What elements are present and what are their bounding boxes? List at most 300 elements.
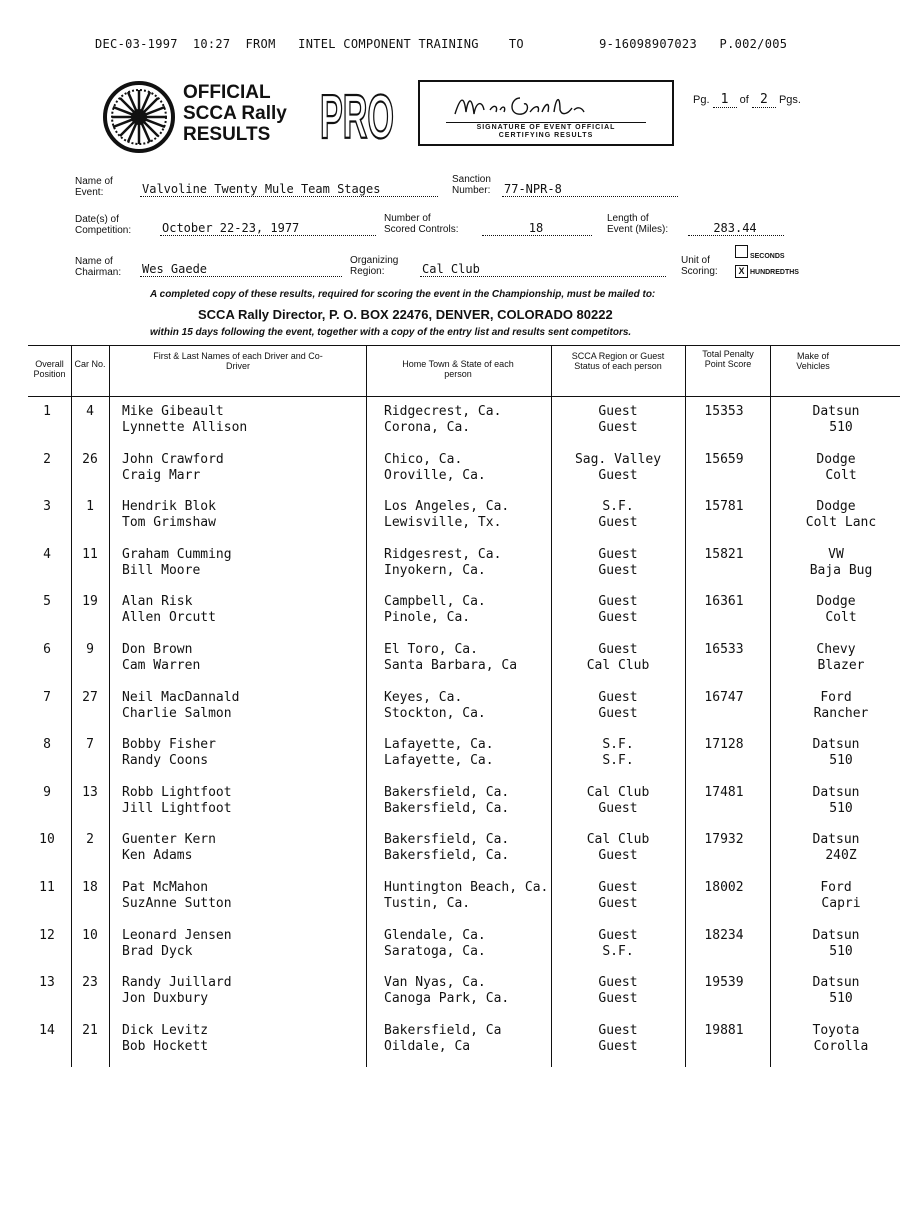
chairman-label (75, 256, 121, 278)
make-cell (772, 499, 900, 531)
page-of: of (739, 94, 749, 106)
table-row (28, 594, 900, 641)
home-town-cell (384, 642, 550, 674)
region-cell-line: Cal Club (586, 784, 650, 800)
controls-label-line1: Number of (384, 213, 431, 224)
region-cell-line: S.F. (602, 943, 634, 959)
car-number-cell-line: 23 (82, 975, 98, 991)
score-cell (690, 594, 758, 610)
page-current: 1 (713, 92, 737, 108)
region-value: Cal Club (420, 262, 666, 277)
position-cell-line: 12 (39, 927, 55, 943)
home-town-cell-line: Bakersfield, Ca. (384, 848, 510, 864)
chairman-label-line1: Name of (75, 256, 113, 267)
home-town-cell-line: Pinole, Ca. (384, 610, 471, 626)
position-cell (32, 594, 62, 610)
position-cell (32, 1023, 62, 1039)
score-cell (690, 1023, 758, 1039)
region-cell-line: Guest (598, 1038, 638, 1054)
names-cell-line: Mike Gibeault (122, 404, 224, 419)
rally-director-address: SCCA Rally Director, P. O. BOX 22476, DENVER, COLORADO 80222 (198, 307, 613, 322)
event-name-label-line1: Name of (75, 176, 113, 187)
event-name-label (75, 176, 113, 198)
region-cell-line: Cal Club (586, 832, 650, 848)
position-cell (32, 832, 62, 848)
car-number-cell (75, 832, 105, 848)
car-number-cell (75, 594, 105, 610)
hundredths-checkbox: X (735, 265, 748, 278)
region-cell-line: S.F. (602, 753, 634, 769)
table-row (28, 880, 900, 927)
signature-caption-line1: SIGNATURE OF EVENT OFFICIAL (476, 124, 616, 131)
position-cell-line: 2 (43, 451, 51, 467)
make-cell (772, 404, 900, 436)
table-row (28, 642, 900, 689)
table-row (28, 547, 900, 594)
names-cell-line: SuzAnne Sutton (122, 896, 232, 911)
score-cell-line: 17932 (704, 832, 744, 848)
home-town-cell-line: Bakersfield, Ca. (384, 832, 510, 848)
score-cell (690, 737, 758, 753)
region-cell (556, 499, 680, 531)
chairman-label-line2: Chairman: (75, 267, 122, 278)
position-cell (32, 880, 62, 896)
table-row (28, 975, 900, 1022)
region-cell-line: Guest (598, 848, 638, 864)
make-cell-line: Toyota (812, 1022, 860, 1038)
names-cell-line: Don Brown (122, 642, 193, 657)
make-cell-line: Datsun (812, 784, 860, 800)
table-row (28, 1023, 900, 1070)
car-number-cell-line: 18 (82, 880, 98, 895)
car-number-cell-line: 26 (82, 451, 98, 467)
home-town-cell-line: Stockton, Ca. (384, 705, 486, 721)
controls-label-line2: Scored Controls: (384, 224, 459, 235)
make-cell (772, 594, 900, 626)
table-row (28, 928, 900, 975)
score-cell-line: 15781 (704, 499, 744, 515)
make-cell (772, 880, 900, 912)
car-number-cell (75, 1023, 105, 1039)
make-cell-line: Datsun (812, 404, 860, 419)
hundredths-option-label: HUNDREDTHS (749, 269, 799, 276)
home-town-cell-line: Saratoga, Ca. (384, 943, 486, 959)
table-row (28, 690, 900, 737)
position-cell-line: 1 (43, 404, 51, 419)
names-cell-line: Brad Dyck (122, 943, 193, 959)
home-town-cell-line: Huntington Beach, Ca. (384, 880, 549, 895)
position-cell (32, 690, 62, 706)
home-town-cell (384, 452, 550, 484)
controls-value: 18 (482, 221, 592, 236)
length-value: 283.44 (688, 221, 784, 236)
make-cell (772, 928, 900, 960)
home-town-cell-line: Lewisville, Tx. (384, 515, 502, 531)
region-cell-line: S.F. (602, 737, 634, 753)
home-town-cell-line: El Toro, Ca. (384, 642, 478, 657)
scoring-label-line2: Scoring: (681, 266, 718, 277)
region-label-line2: Region: (350, 266, 385, 277)
position-cell-line: 3 (43, 499, 51, 515)
names-cell-line: Bill Moore (122, 562, 201, 578)
car-number-cell-line: 2 (86, 832, 94, 848)
names-cell-line: Guenter Kern (122, 832, 216, 848)
header-car-number: Car No. (74, 359, 106, 369)
make-cell-line: Baja Bug (809, 562, 873, 578)
make-cell-line: Blazer (817, 658, 865, 673)
region-cell-line: Guest (598, 515, 638, 531)
results-table (28, 345, 900, 1067)
car-number-cell (75, 785, 105, 801)
score-cell-line: 19539 (704, 975, 744, 991)
score-cell (690, 642, 758, 658)
car-number-cell (75, 690, 105, 706)
home-town-cell-line: Van Nyas, Ca. (384, 975, 486, 991)
home-town-cell-line: Santa Barbara, Ca (384, 658, 518, 673)
home-town-cell-line: Oroville, Ca. (384, 467, 486, 483)
home-town-cell-line: Lafayette, Ca. (384, 737, 494, 753)
make-cell-line: 510 (829, 753, 853, 769)
sanction-label-line1: Sanction (452, 174, 491, 185)
page-suffix: Pgs. (778, 94, 801, 106)
make-cell (772, 690, 900, 722)
make-cell-line: Rancher (813, 705, 869, 721)
table-row (28, 452, 900, 499)
score-cell (690, 547, 758, 563)
position-cell (32, 975, 62, 991)
make-cell-line: Capri (821, 896, 861, 911)
region-cell (556, 737, 680, 769)
event-name-label-line2: Event: (75, 187, 104, 198)
score-cell (690, 785, 758, 801)
names-cell-line: Randy Juillard (122, 975, 232, 991)
car-number-cell (75, 928, 105, 944)
home-town-cell-line: Tustin, Ca. (384, 896, 471, 911)
header-position: Overall Position (33, 359, 66, 379)
car-number-cell (75, 404, 105, 420)
region-cell-line: Guest (598, 896, 638, 911)
names-cell-line: Dick Levitz (122, 1022, 209, 1038)
car-number-cell-line: 10 (82, 927, 98, 943)
table-row (28, 832, 900, 879)
names-cell-line: Jon Duxbury (122, 991, 209, 1007)
position-cell-line: 9 (43, 784, 51, 800)
region-cell-line: Guest (598, 975, 638, 991)
home-town-cell-line: Oildale, Ca (384, 1038, 471, 1054)
names-cell (122, 928, 362, 960)
names-cell (122, 499, 362, 531)
pro-badge-text: PRO (320, 83, 394, 152)
position-cell-line: 6 (43, 642, 51, 657)
home-town-cell-line: Corona, Ca. (384, 420, 471, 435)
region-cell-line: Guest (598, 642, 638, 657)
make-cell-line: Datsun (812, 832, 860, 848)
names-cell-line: Robb Lightfoot (122, 784, 232, 800)
score-cell-line: 18234 (704, 927, 744, 943)
make-cell-line: Datsun (812, 927, 860, 943)
make-cell (772, 1023, 900, 1055)
seconds-option-label: SECONDS (749, 253, 785, 260)
score-cell-line: 16747 (704, 689, 744, 705)
home-town-cell-line: Canoga Park, Ca. (384, 991, 510, 1007)
score-cell-line: 17128 (704, 737, 744, 753)
car-number-cell-line: 27 (82, 689, 98, 705)
home-town-cell-line: Inyokern, Ca. (384, 562, 486, 578)
home-town-cell (384, 880, 550, 912)
names-cell (122, 642, 362, 674)
make-cell-line: Colt Lanc (805, 515, 877, 531)
names-cell (122, 880, 362, 912)
car-number-cell-line: 7 (86, 737, 94, 753)
region-cell-line: Guest (598, 705, 638, 721)
make-cell-line: 510 (829, 800, 853, 816)
table-row (28, 499, 900, 546)
event-name-value: Valvoline Twenty Mule Team Stages (140, 182, 438, 197)
signature-caption (446, 122, 646, 140)
make-cell (772, 547, 900, 579)
names-cell-line: Allen Orcutt (122, 610, 216, 626)
score-cell-line: 18002 (704, 880, 744, 895)
car-number-cell (75, 452, 105, 468)
page-prefix: Pg. (693, 94, 710, 106)
region-cell-line: Guest (598, 1022, 638, 1038)
make-cell-line: Ford (820, 880, 852, 895)
length-label-line1: Length of (607, 213, 649, 224)
logo-line-results: RESULTS (183, 124, 271, 145)
names-cell (122, 452, 362, 484)
names-cell (122, 785, 362, 817)
score-cell-line: 17481 (704, 784, 744, 800)
logo-line-scca-rally: SCCA Rally (183, 103, 287, 124)
header-names: First & Last Names of each Driver and Co-Driver (153, 351, 323, 371)
score-cell-line: 15821 (704, 546, 744, 562)
names-cell-line: Graham Cumming (122, 546, 232, 562)
score-cell (690, 404, 758, 420)
score-cell-line: 19881 (704, 1022, 744, 1038)
score-cell (690, 690, 758, 706)
names-cell-line: John Crawford (122, 451, 224, 467)
chairman-value: Wes Gaede (140, 262, 342, 277)
sanction-label (452, 174, 491, 196)
position-cell (32, 452, 62, 468)
submission-deadline-note: within 15 days following the event, together with a copy of the entry list and results sent competitors. (150, 327, 632, 338)
make-cell-line: Datsun (812, 737, 860, 753)
table-row (28, 785, 900, 832)
region-cell-line: Guest (598, 927, 638, 943)
home-town-cell (384, 547, 550, 579)
home-town-cell (384, 975, 550, 1007)
make-cell-line: Datsun (812, 975, 860, 991)
header-make: Make of Vehicles (796, 351, 830, 371)
make-cell-line: Corolla (813, 1038, 869, 1054)
home-town-cell-line: Bakersfield, Ca. (384, 800, 510, 816)
score-cell-line: 16361 (704, 594, 744, 610)
region-cell (556, 404, 680, 436)
page-number (693, 92, 801, 108)
score-cell (690, 452, 758, 468)
dates-label-line2: Competition: (75, 225, 132, 236)
position-cell-line: 8 (43, 737, 51, 753)
make-cell (772, 642, 900, 674)
scoring-label (681, 255, 718, 277)
score-cell (690, 975, 758, 991)
make-cell-line: Ford (820, 689, 852, 705)
home-town-cell-line: Lafayette, Ca. (384, 753, 494, 769)
car-number-cell (75, 642, 105, 658)
names-cell-line: Jill Lightfoot (122, 800, 232, 816)
controls-label (384, 213, 458, 235)
mailing-notice: A completed copy of these results, required for scoring the event in the Championship, must be mailed to: (150, 289, 656, 300)
score-cell (690, 832, 758, 848)
home-town-cell-line: Glendale, Ca. (384, 927, 486, 943)
car-number-cell-line: 21 (82, 1022, 98, 1038)
home-town-cell-line: Bakersfield, Ca. (384, 784, 510, 800)
logo-title (183, 82, 287, 145)
make-cell-line: Dodge (816, 499, 856, 515)
logo-line-official: OFFICIAL (183, 82, 271, 103)
position-cell (32, 404, 62, 420)
home-town-cell (384, 928, 550, 960)
length-label-line2: Event (Miles): (607, 224, 669, 235)
position-cell (32, 928, 62, 944)
sanction-label-line2: Number: (452, 185, 491, 196)
region-cell (556, 975, 680, 1007)
region-cell-line: Guest (598, 594, 638, 610)
score-cell (690, 928, 758, 944)
scca-wheel-logo (100, 80, 178, 154)
position-cell (32, 547, 62, 563)
car-number-cell (75, 737, 105, 753)
car-number-cell-line: 19 (82, 594, 98, 610)
region-cell (556, 642, 680, 674)
make-cell-line: Dodge (816, 594, 856, 610)
dates-label (75, 214, 131, 236)
position-cell-line: 14 (39, 1022, 55, 1038)
names-cell-line: Bob Hockett (122, 1038, 209, 1054)
names-cell-line: Alan Risk (122, 594, 193, 610)
names-cell-line: Hendrik Blok (122, 499, 216, 515)
names-cell-line: Craig Marr (122, 467, 201, 483)
header-home-town: Home Town & State of each person (402, 359, 514, 379)
make-cell-line: Dodge (816, 451, 856, 467)
region-cell (556, 1023, 680, 1055)
home-town-cell-line: Ridgesrest, Ca. (384, 546, 502, 562)
position-cell-line: 10 (39, 832, 55, 848)
region-cell-line: Guest (598, 420, 638, 435)
table-row (28, 737, 900, 784)
score-cell (690, 499, 758, 515)
home-town-cell-line: Chico, Ca. (384, 451, 463, 467)
region-cell (556, 880, 680, 912)
names-cell (122, 737, 362, 769)
names-cell (122, 832, 362, 864)
region-cell (556, 452, 680, 484)
home-town-cell (384, 404, 550, 436)
position-cell-line: 4 (43, 546, 51, 562)
home-town-cell-line: Bakersfield, Ca (384, 1022, 502, 1038)
position-cell-line: 11 (39, 880, 55, 895)
signature-box (418, 80, 674, 146)
region-cell-line: Guest (598, 610, 638, 626)
position-cell-line: 5 (43, 594, 51, 610)
home-town-cell (384, 594, 550, 626)
names-cell-line: Leonard Jensen (122, 927, 232, 943)
names-cell (122, 1023, 362, 1055)
car-number-cell-line: 11 (82, 546, 98, 562)
make-cell (772, 975, 900, 1007)
home-town-cell-line: Los Angeles, Ca. (384, 499, 510, 515)
make-cell-line: 510 (829, 991, 853, 1007)
make-cell (772, 737, 900, 769)
header-score: Total Penalty Point Score (702, 349, 754, 369)
score-cell-line: 15353 (704, 404, 744, 419)
names-cell-line: Ken Adams (122, 848, 193, 864)
names-cell-line: Lynnette Allison (122, 420, 248, 435)
position-cell (32, 642, 62, 658)
position-cell-line: 13 (39, 975, 55, 991)
region-cell-line: Guest (598, 800, 638, 816)
make-cell (772, 452, 900, 484)
names-cell-line: Bobby Fisher (122, 737, 216, 753)
region-cell-line: Guest (598, 546, 638, 562)
home-town-cell (384, 737, 550, 769)
car-number-cell (75, 880, 105, 896)
make-cell-line: Chevy (816, 642, 856, 657)
scoring-option-seconds (735, 245, 785, 260)
names-cell (122, 547, 362, 579)
position-cell (32, 499, 62, 515)
names-cell-line: Tom Grimshaw (122, 515, 216, 531)
home-town-cell (384, 1023, 550, 1055)
car-number-cell-line: 4 (86, 404, 94, 419)
position-cell (32, 737, 62, 753)
position-cell-line: 7 (43, 689, 51, 705)
names-cell-line: Charlie Salmon (122, 705, 232, 721)
region-cell-line: Guest (598, 991, 638, 1007)
car-number-cell (75, 499, 105, 515)
make-cell-line: VW (828, 546, 844, 562)
length-label (607, 213, 668, 235)
names-cell-line: Cam Warren (122, 658, 201, 673)
car-number-cell-line: 1 (86, 499, 94, 515)
car-number-cell-line: 9 (86, 642, 94, 657)
home-town-cell-line: Campbell, Ca. (384, 594, 486, 610)
home-town-cell (384, 832, 550, 864)
score-cell-line: 15659 (704, 451, 744, 467)
scoring-option-hundredths (735, 265, 799, 278)
region-cell-line: Cal Club (586, 658, 650, 673)
score-cell-line: 16533 (704, 642, 744, 657)
region-cell (556, 785, 680, 817)
dates-label-line1: Date(s) of (75, 214, 119, 225)
scoring-label-line1: Unit of (681, 255, 710, 266)
position-cell (32, 785, 62, 801)
make-cell-line: 510 (829, 420, 853, 435)
names-cell (122, 690, 362, 722)
names-cell-line: Randy Coons (122, 753, 209, 769)
make-cell (772, 832, 900, 864)
make-cell-line: Colt (825, 610, 857, 626)
home-town-cell-line: Keyes, Ca. (384, 689, 463, 705)
car-number-cell-line: 13 (82, 784, 98, 800)
region-label (350, 255, 398, 277)
region-cell-line: Guest (598, 404, 638, 419)
names-cell (122, 404, 362, 436)
header-region: SCCA Region or Guest Status of each person (571, 351, 665, 371)
names-cell-line: Pat McMahon (122, 880, 209, 895)
sanction-number-value: 77-NPR-8 (502, 182, 678, 197)
names-cell (122, 975, 362, 1007)
